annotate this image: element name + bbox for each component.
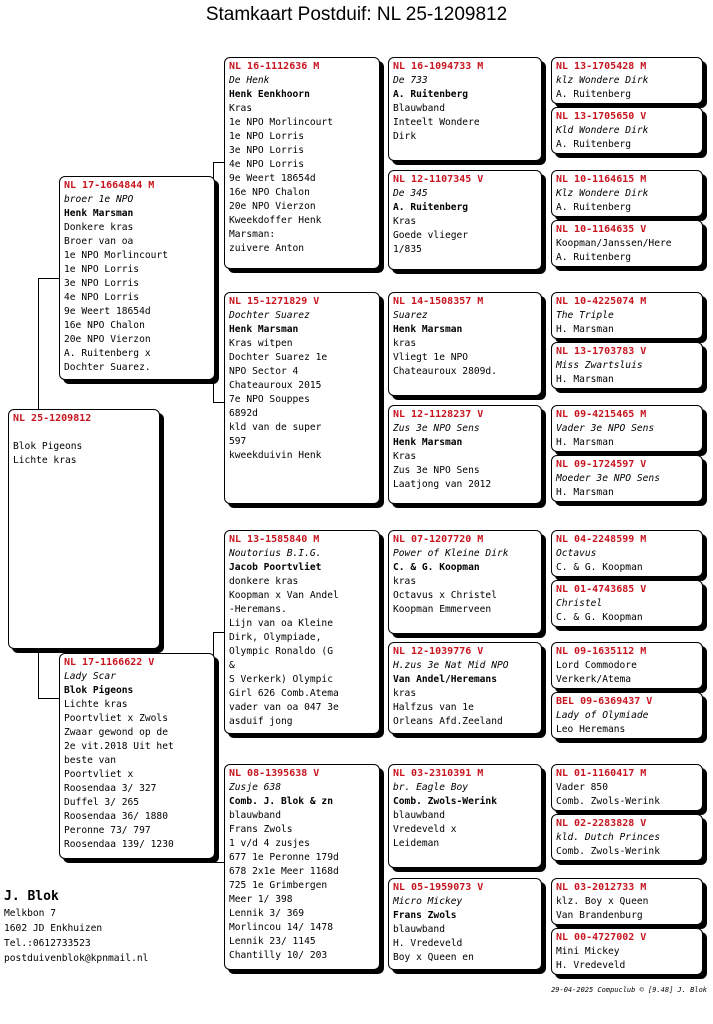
pigeon-name: Dochter Suarez (229, 310, 310, 321)
pigeon-card-mmm[interactable] (388, 878, 542, 970)
pigeon-line: Zus 3e NPO Sens (393, 465, 480, 476)
pigeon-name: kld. Dutch Princes (556, 832, 660, 843)
pigeon-line: 1e NPO Lorris (64, 264, 140, 275)
pigeon-card-mff[interactable] (388, 530, 542, 634)
pigeon-line: 677 1e Peronne 179d (229, 852, 339, 863)
pigeon-name: Mini Mickey (556, 946, 620, 957)
pigeon-line: donkere kras (229, 576, 299, 587)
ring-number: NL 17-1166622 V (64, 657, 155, 668)
ring-number: NL 07-1207720 M (393, 534, 484, 545)
pigeon-card-ffm[interactable] (388, 170, 542, 270)
pigeon-card-g2[interactable] (551, 107, 703, 154)
breeder-name: J. Blok (4, 889, 59, 904)
pigeon-line: Zwaar gewond op de (64, 727, 168, 738)
pigeon-name: klz Wondere Dirk (556, 75, 649, 86)
pigeon-owner: C. & G. Koopman (556, 612, 643, 623)
pigeon-card-g15[interactable] (551, 878, 703, 925)
pigeon-card-g6[interactable] (551, 342, 703, 389)
pigeon-name: Zusje 638 (229, 782, 281, 793)
pigeon-line: 20e NPO Vierzon (229, 201, 316, 212)
pigeon-line: Donkere kras (64, 222, 134, 233)
ring-number: NL 04-2248599 M (556, 534, 647, 545)
pigeon-line: kras (393, 338, 417, 349)
pigeon-line: Lennik 23/ 1145 (229, 936, 316, 947)
ring-number: NL 16-1094733 M (393, 61, 484, 72)
pigeon-line: 4e NPO Lorris (229, 159, 305, 170)
pigeon-line: 2e vit.2018 Uit het (64, 741, 174, 752)
pigeon-card-fmm[interactable] (388, 405, 542, 504)
pigeon-line: zuivere Anton (229, 243, 305, 254)
pigeon-line: Poortvliet x (64, 769, 134, 780)
pigeon-card-father[interactable] (59, 176, 215, 380)
pigeon-owner: H. Marsman (556, 374, 614, 385)
pigeon-owner: H. Vredeveld (556, 960, 626, 971)
breeder-phone: Tel.:0612733523 (4, 938, 91, 949)
pigeon-line: S Verkerk) Olympic (229, 674, 333, 685)
pigeon-card-g11[interactable] (551, 642, 703, 689)
pigeon-name: Suarez (393, 310, 428, 321)
pigeon-line: Kras witpen (229, 338, 293, 349)
pigeon-line: 678 2x1e Meer 1168d (229, 866, 339, 877)
footer-credit: 29-04-2025 Compuclub © [9.48] J. Blok (551, 986, 707, 994)
pigeon-card-mm[interactable] (224, 764, 380, 970)
pigeon-owner: A. Ruitenberg (556, 139, 632, 150)
pigeon-owner: H. Marsman (556, 487, 614, 498)
pigeon-line: Morlincou 14/ 1478 (229, 922, 333, 933)
pigeon-owner: Comb. Zwols-Werink (393, 796, 497, 807)
ring-number: NL 01-4743685 V (556, 584, 647, 595)
pigeon-line: Girl 626 Comb.Atema (229, 688, 339, 699)
pigeon-line: Lennik 3/ 369 (229, 908, 305, 919)
pigeon-line: Lichte kras (13, 455, 77, 466)
pigeon-card-g16[interactable] (551, 928, 703, 975)
pigeon-line: Koopman x Van Andel (229, 590, 339, 601)
pigeon-card-g8[interactable] (551, 455, 703, 502)
pigeon-card-g14[interactable] (551, 814, 703, 861)
pigeon-name: De Henk (229, 75, 270, 86)
pigeon-owner: A. Ruitenberg (393, 89, 469, 100)
pigeon-owner: Henk Marsman (393, 437, 463, 448)
pigeon-name: Kld Wondere Dirk (556, 125, 649, 136)
pigeon-card-mfm[interactable] (388, 642, 542, 734)
pigeon-line: 1/835 (393, 244, 422, 255)
pigeon-line: 16e NPO Chalon (229, 187, 310, 198)
pigeon-card-g7[interactable] (551, 405, 703, 452)
pigeon-line: asduif jong (229, 716, 293, 727)
ring-number: NL 13-1705428 M (556, 61, 647, 72)
pigeon-line: Roosendaa 36/ 1880 (64, 811, 168, 822)
pigeon-line: 9e Weert 18654d (229, 173, 316, 184)
pigeon-card-g13[interactable] (551, 764, 703, 811)
pigeon-line: Meer 1/ 398 (229, 894, 293, 905)
pigeon-line: 1 v/d 4 zusjes (229, 838, 310, 849)
pigeon-line: Poortvliet x Zwols (64, 713, 168, 724)
pigeon-name: Zus 3e NPO Sens (393, 423, 480, 434)
pigeon-line: beste van (64, 755, 116, 766)
pigeon-name: Klz Wondere Dirk (556, 188, 649, 199)
pigeon-line: Boy x Queen en (393, 952, 474, 963)
pigeon-line (13, 426, 155, 440)
pigeon-owner: Frans Zwols (393, 910, 457, 921)
pigeon-line: Roosendaa 3/ 327 (64, 783, 157, 794)
breeder-email[interactable]: postduivenblok@kpnmail.nl (4, 953, 149, 964)
pigeon-owner: A. Ruitenberg (556, 252, 632, 263)
pigeon-name: Noutorius B.I.G. (229, 548, 322, 559)
pigeon-line: Peronne 73/ 797 (64, 825, 151, 836)
pigeon-line: Koopman Emmerveen (393, 604, 492, 615)
pigeon-card-fm[interactable] (224, 292, 380, 504)
ring-number: NL 08-1395638 V (229, 768, 320, 779)
pigeon-owner: Henk Marsman (393, 324, 463, 335)
ring-number: NL 09-4215465 M (556, 409, 647, 420)
pigeon-line: kras (393, 576, 417, 587)
pigeon-line: Lichte kras (64, 699, 128, 710)
pigeon-line: Olympic Ronaldo (G (229, 646, 333, 657)
pigeon-card-g5[interactable] (551, 292, 703, 339)
pigeon-owner: Blok Pigeons (64, 685, 134, 696)
ring-number: NL 03-2012733 M (556, 882, 647, 893)
pigeon-line: Halfzus van 1e (393, 702, 474, 713)
ring-number: NL 17-1664844 M (64, 180, 155, 191)
ring-number: NL 10-4225074 M (556, 296, 647, 307)
pigeon-owner: Comb. J. Blok & zn (229, 796, 333, 807)
pigeon-card-ff[interactable] (224, 57, 380, 269)
pigeon-card-mother[interactable] (59, 653, 215, 859)
pigeon-line: H. Vredeveld (393, 938, 463, 949)
pigeon-line: blauwband (229, 810, 281, 821)
pigeon-owner: C. & G. Koopman (393, 562, 480, 573)
pigeon-line: Duffel 3/ 265 (64, 797, 140, 808)
ring-number: NL 05-1959073 V (393, 882, 484, 893)
pigeon-owner: Van Andel/Heremans (393, 674, 497, 685)
pigeon-line: 6892d (229, 408, 258, 419)
pigeon-line: Kras (229, 103, 253, 114)
pigeon-name: Miss Zwartsluis (556, 360, 643, 371)
pigeon-name: Octavus (556, 548, 597, 559)
pigeon-name: Lady Scar (64, 671, 116, 682)
pigeon-line: Chateauroux 2809d. (393, 366, 497, 377)
pigeon-line: Kras (393, 216, 417, 227)
ring-number: NL 16-1112636 M (229, 61, 320, 72)
pigeon-name: De 345 (393, 188, 428, 199)
ring-number: NL 12-1128237 V (393, 409, 484, 420)
pigeon-name: Lady of Olymiade (556, 710, 649, 721)
ring-number: NL 10-1164635 V (556, 224, 647, 235)
pigeon-owner: H. Marsman (556, 437, 614, 448)
pigeon-name: broer 1e NPO (64, 194, 134, 205)
page-title: Stamkaart Postduif: NL 25-1209812 (205, 4, 508, 25)
ring-number: NL 03-2310391 M (393, 768, 484, 779)
ring-number: NL 13-1703783 V (556, 346, 647, 357)
breeder-city: 1602 JD Enkhuizen (4, 923, 103, 934)
pigeon-owner: A. Ruitenberg (393, 202, 469, 213)
pigeon-line: kld van de super (229, 422, 322, 433)
pigeon-name: Power of Kleine Dirk (393, 548, 509, 559)
pigeon-line: Vredeveld x (393, 824, 457, 835)
pigeon-owner: Comb. Zwols-Werink (556, 846, 660, 857)
pigeon-line: 4e NPO Lorris (64, 292, 140, 303)
pigeon-line: Kras (393, 451, 417, 462)
pigeon-line: Inteelt Wondere (393, 117, 480, 128)
pigeon-line: 16e NPO Chalon (64, 320, 145, 331)
pigeon-name: klz. Boy x Queen (556, 896, 649, 907)
pigeon-line: Kweekdoffer Henk (229, 215, 322, 226)
pigeon-line: 20e NPO Vierzon (64, 334, 151, 345)
pigeon-name: De 733 (393, 75, 428, 86)
pigeon-line: Dirk (393, 131, 417, 142)
pigeon-line: Leideman (393, 838, 440, 849)
pigeon-owner: Comb. Zwols-Werink (556, 796, 660, 807)
ring-number: NL 13-1705650 V (556, 111, 647, 122)
pigeon-line: vader van oa 047 3e (229, 702, 339, 713)
pigeon-line: 725 1e Grimbergen (229, 880, 328, 891)
pigeon-line: NPO Sector 4 (229, 366, 299, 377)
pigeon-line: Goede vlieger (393, 230, 469, 241)
pigeon-line: 3e NPO Lorris (229, 145, 305, 156)
pigeon-line: Chantilly 10/ 203 (229, 950, 328, 961)
pigeon-line: Dochter Suarez. (64, 362, 151, 373)
pigeon-card-g9[interactable] (551, 530, 703, 577)
breeder-info (4, 888, 148, 966)
pigeon-line: 597 (229, 436, 247, 447)
breeder-address: Melkbon 7 (4, 908, 56, 919)
ring-number: NL 25-1209812 (13, 413, 92, 424)
pigeon-name: Vader 3e NPO Sens (556, 423, 655, 434)
pigeon-line: Dirk, Olympiade, (229, 632, 322, 643)
pigeon-owner: H. Marsman (556, 324, 614, 335)
pigeon-name: Micro Mickey (393, 896, 463, 907)
pigeon-card-subject[interactable] (8, 409, 160, 649)
pigeon-line: blauwband (393, 924, 445, 935)
pigeon-line: 9e Weert 18654d (64, 306, 151, 317)
pigeon-card-mmf[interactable] (388, 764, 542, 868)
pigeon-line: Vliegt 1e NPO (393, 352, 469, 363)
pigeon-line: Roosendaa 139/ 1230 (64, 839, 174, 850)
pigeon-line: Broer van oa (64, 236, 134, 247)
pigeon-line: Dochter Suarez 1e (229, 352, 328, 363)
pigeon-line: Octavus x Christel (393, 590, 497, 601)
ring-number: NL 12-1039776 V (393, 646, 484, 657)
pigeon-owner: Henk Eenkhoorn (229, 89, 310, 100)
pigeon-line: Blok Pigeons (13, 441, 83, 452)
pigeon-line: & (229, 660, 235, 671)
pigeon-line: kweekduivin Henk (229, 450, 322, 461)
pigeon-line: 3e NPO Lorris (64, 278, 140, 289)
ring-number: NL 15-1271829 V (229, 296, 320, 307)
pigeon-owner: A. Ruitenberg (556, 202, 632, 213)
pigeon-name: H.zus 3e Nat Mid NPO (393, 660, 509, 671)
pigeon-card-fff[interactable] (388, 57, 542, 161)
pigeon-card-g4[interactable] (551, 220, 703, 267)
ring-number: NL 09-1724597 V (556, 459, 647, 470)
pigeon-line: 7e NPO Souppes (229, 394, 310, 405)
pigeon-line: kras (393, 688, 417, 699)
pigeon-card-g3[interactable] (551, 170, 703, 217)
pigeon-name: The Triple (556, 310, 614, 321)
pigeon-name: Moeder 3e NPO Sens (556, 473, 660, 484)
pigeon-owner: C. & G. Koopman (556, 562, 643, 573)
pigeon-owner: Van Brandenburg (556, 910, 643, 921)
ring-number: NL 14-1508357 M (393, 296, 484, 307)
pigeon-owner: A. Ruitenberg (556, 89, 632, 100)
pigeon-card-g1[interactable] (551, 57, 703, 104)
pigeon-card-g12[interactable] (551, 692, 703, 739)
ring-number: NL 13-1585840 M (229, 534, 320, 545)
pigeon-line: blauwband (393, 810, 445, 821)
pigeon-owner: Verkerk/Atema (556, 674, 632, 685)
pigeon-line: Frans Zwols (229, 824, 293, 835)
pigeon-line: 1e NPO Morlincourt (64, 250, 168, 261)
pigeon-owner: Henk Marsman (64, 208, 134, 219)
ring-number: NL 09-1635112 M (556, 646, 647, 657)
pigeon-line: A. Ruitenberg x (64, 348, 151, 359)
ring-number: NL 10-1164615 M (556, 174, 647, 185)
pigeon-line: Marsman: (229, 229, 276, 240)
pigeon-card-g10[interactable] (551, 580, 703, 627)
pigeon-line: 1e NPO Lorris (229, 131, 305, 142)
pigeon-name: Koopman/Janssen/Here (556, 238, 672, 249)
pigeon-name: Christel (556, 598, 603, 609)
pigeon-owner: Henk Marsman (229, 324, 299, 335)
pigeon-name: br. Eagle Boy (393, 782, 469, 793)
pigeon-line: Chateauroux 2015 (229, 380, 322, 391)
ring-number: NL 12-1107345 V (393, 174, 484, 185)
pigeon-line: Lijn van oa Kleine (229, 618, 333, 629)
pigeon-line: Orleans Afd.Zeeland (393, 716, 503, 727)
pigeon-card-mf[interactable] (224, 530, 380, 734)
pigeon-owner: Jacob Poortvliet (229, 562, 322, 573)
ring-number: NL 00-4727002 V (556, 932, 647, 943)
pigeon-owner: Leo Heremans (556, 724, 626, 735)
pigeon-line: Blauwband (393, 103, 445, 114)
ring-number: NL 01-1160417 M (556, 768, 647, 779)
ring-number: BEL 09-6369437 V (556, 696, 653, 707)
pigeon-name: Vader 850 (556, 782, 608, 793)
pigeon-name: Lord Commodore (556, 660, 637, 671)
pigeon-line: 1e NPO Morlincourt (229, 117, 333, 128)
ring-number: NL 02-2283828 V (556, 818, 647, 829)
pigeon-card-fmf[interactable] (388, 292, 542, 396)
pigeon-line: Laatjong van 2012 (393, 479, 492, 490)
pigeon-line: -Heremans. (229, 604, 287, 615)
